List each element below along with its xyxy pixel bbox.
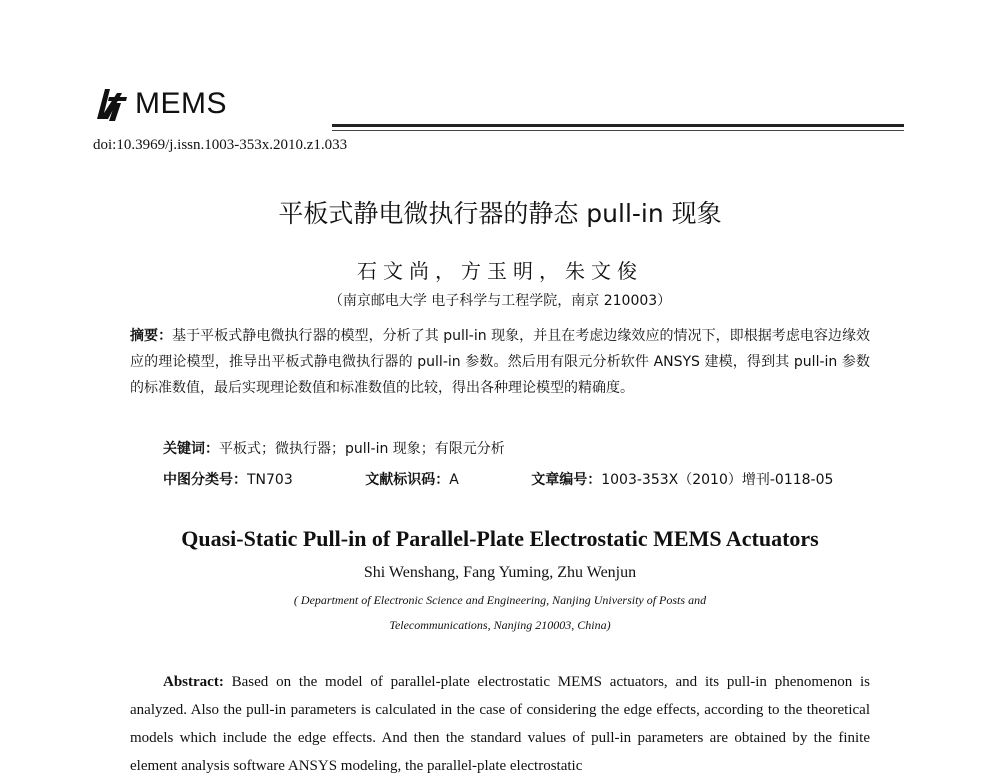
clc-label: 中图分类号： bbox=[163, 472, 247, 488]
english-authors: Shi Wenshang, Fang Yuming, Zhu Wenjun bbox=[363, 564, 637, 581]
header-rule-thick bbox=[332, 124, 904, 127]
chinese-title: 平板式静电微执行器的静态 pull-in 现象 bbox=[278, 199, 722, 228]
english-affiliation-line2: Telecommunications, Nanjing 210003, China) bbox=[389, 618, 611, 632]
chinese-authors: 石文尚，方玉明，朱文俊 bbox=[357, 259, 643, 283]
keywords-text: 平板式；微执行器；pull-in 现象；有限元分析 bbox=[219, 441, 505, 457]
english-abstract-text: Based on the model of parallel-plate electrostatic MEMS actuators, and its pull-in phenomenon is analyzed. Also the pull-in parameters is calculated in the case of considering the edge effects, according to the theoretical models which include the edge effects. And then the standard values of pull-in parameters are obtained by the finite element analysis software ANSYS modeling, the parallel-plate electrostatic bbox=[130, 674, 871, 774]
clc-field bbox=[163, 472, 327, 488]
article-no-label: 文章编号： bbox=[531, 472, 602, 488]
chinese-abstract-text: 基于平板式静电微执行器的模型，分析了其 pull-in 现象，并且在考虑边缘效应的情况下，即根据考虑电容边缘效应的理论模型，推导出平板式静电微执行器的 pull-in 参数。然后用有限元分析软件 ANSYS 建模，得到其 pull-in 参数的标准数值，最后实现理论数值和标准数值的比较，得出各种理论模型的精确度。 bbox=[130, 328, 870, 396]
english-affiliation-line1: ( Department of Electronic Science and Engineering, Nanjing University of Posts and bbox=[293, 593, 707, 607]
classification-line bbox=[163, 469, 901, 489]
journal-logo bbox=[93, 84, 227, 124]
article-no-value: 1003-353X（2010）增刊-0118-05 bbox=[601, 472, 834, 488]
doi: doi:10.3969/j.issn.1003-353x.2010.z1.033 bbox=[93, 137, 348, 153]
clc-value: TN703 bbox=[247, 472, 293, 488]
doc-code-field bbox=[365, 472, 493, 488]
english-abstract bbox=[130, 668, 870, 780]
chinese-affiliation: （南京邮电大学 电子科学与工程学院，南京 210003） bbox=[328, 293, 672, 309]
header-rule-thin bbox=[332, 130, 904, 131]
article-no-field bbox=[531, 472, 867, 488]
doc-code-value: A bbox=[449, 472, 459, 488]
logo-text: MEMS bbox=[135, 87, 227, 120]
chinese-keywords bbox=[163, 438, 505, 458]
chinese-abstract bbox=[130, 323, 870, 401]
english-title: Quasi-Static Pull-in of Parallel-Plate Electrostatic MEMS Actuators bbox=[181, 526, 819, 551]
mems-logo-icon bbox=[93, 85, 129, 123]
english-abstract-label: Abstract: bbox=[163, 674, 224, 690]
doc-code-label: 文献标识码： bbox=[365, 472, 450, 488]
keywords-label: 关键词： bbox=[163, 441, 219, 457]
chinese-abstract-label: 摘要： bbox=[130, 328, 173, 344]
